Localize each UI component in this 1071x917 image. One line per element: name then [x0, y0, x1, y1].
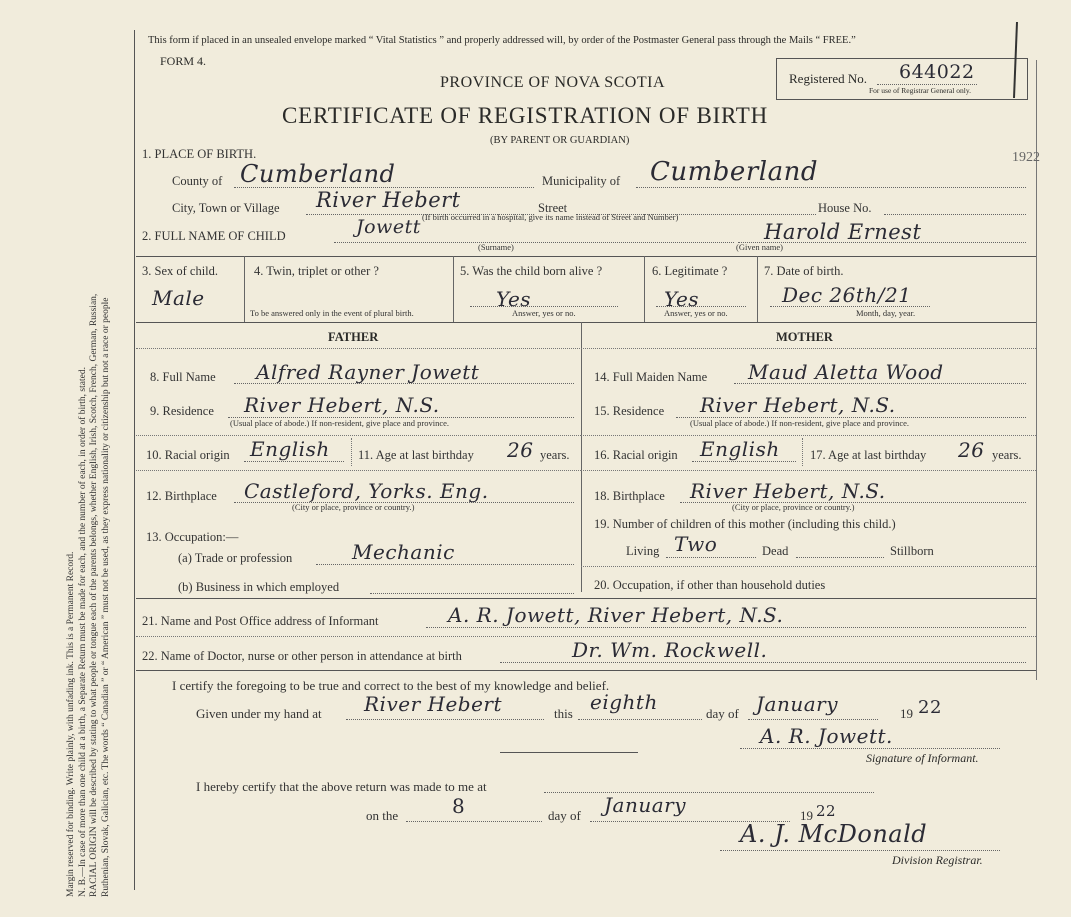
father-birthplace-label: 12. Birthplace — [146, 489, 217, 503]
mother-residence-label: 15. Residence — [594, 404, 665, 418]
doctor-line — [500, 662, 1026, 663]
father-residence: River Hebert, N.S. — [244, 393, 440, 417]
trade-label: (a) Trade or profession — [178, 551, 293, 565]
city-value: River Hebert — [316, 188, 461, 212]
mother-name: Maud Aletta Wood — [748, 360, 944, 384]
father-name-label: 8. Full Name — [150, 370, 216, 384]
living-label: Living — [626, 544, 660, 558]
county-label: County of — [172, 174, 223, 188]
registrar-statement: I hereby certify that the above return was made to me at — [196, 779, 487, 794]
father-residence-note: (Usual place of abode.) If non-resident, give place and province. — [230, 418, 450, 428]
sex-label: 3. Sex of child. — [142, 264, 219, 278]
alive-label: 5. Was the child born alive ? — [460, 264, 603, 278]
father-racial: English — [250, 437, 330, 461]
certify-statement: I certify the foregoing to be true and correct to the best of my knowledge and belief. — [172, 678, 610, 693]
rule-informant-top — [136, 598, 1036, 599]
city-label: City, Town or Village — [172, 201, 280, 215]
dead-label: Dead — [762, 544, 789, 558]
street-label: Street — [538, 201, 568, 215]
father-racial-divider — [351, 438, 352, 466]
business-label: (b) Business in which employed — [178, 580, 340, 594]
mail-notice: This form if placed in an unsealed envelope marked “ Vital Statistics ” and properly addressed will, by order of the Postmaster General pass through the Mails “ FREE.” — [148, 35, 856, 46]
dob-line — [770, 306, 930, 307]
occupation-label: 13. Occupation:— — [146, 530, 239, 544]
mother-rule-3 — [581, 566, 1036, 567]
registrar-year: 22 — [816, 802, 837, 820]
doctor-value: Dr. Wm. Rockwell. — [572, 638, 768, 662]
father-residence-label: 9. Residence — [150, 404, 214, 418]
child-surname-line — [334, 242, 734, 243]
mother-rule-2 — [581, 470, 1036, 471]
house-label: House No. — [818, 201, 872, 215]
divider-3-4 — [244, 256, 245, 322]
pen-stroke — [1005, 20, 1025, 100]
informant-line — [426, 627, 1026, 628]
dead-line — [796, 557, 884, 558]
mother-racial-divider — [802, 438, 803, 466]
hospital-note: (If birth occurred in a hospital, give its name instead of Street and Number) — [422, 212, 679, 222]
registrar-day: 8 — [452, 794, 466, 818]
given-caption: (Given name) — [736, 242, 783, 252]
divider-6-7 — [757, 256, 758, 322]
stillborn-label: Stillborn — [890, 544, 934, 558]
legit-value: Yes — [664, 287, 700, 311]
surname-caption: (Surname) — [478, 242, 514, 252]
rule-certification-top — [136, 670, 1036, 671]
registrar-place-line — [544, 792, 874, 793]
registered-box — [776, 58, 1028, 100]
signature-line — [740, 748, 1000, 749]
margin-note-2: N. B.—In case of more than one child at a birth, a Separate Return must be made for each, and the number of each, in order of birth, stated. — [77, 367, 88, 897]
mother-occupation-label: 20. Occupation, if other than household duties — [594, 578, 826, 592]
living-line — [666, 557, 756, 558]
dob-label: 7. Date of birth. — [764, 264, 844, 278]
day-line — [578, 719, 702, 720]
business-line — [370, 593, 574, 594]
municipality-value: Cumberland — [650, 157, 818, 187]
parents-divider — [581, 322, 582, 592]
municipality-line — [636, 187, 1026, 188]
registrar-dayof: day of — [548, 808, 581, 823]
twin-note: To be answered only in the event of plural birth. — [250, 308, 414, 318]
year-stamp: 1922 — [1012, 150, 1040, 165]
dob-value: Dec 26th/21 — [782, 283, 912, 307]
father-racial-label: 10. Racial origin — [146, 448, 230, 462]
father-heading: FATHER — [328, 330, 379, 344]
certificate-title: CERTIFICATE OF REGISTRATION OF BIRTH — [282, 103, 769, 128]
mother-rule-1 — [581, 435, 1036, 436]
legit-label: 6. Legitimate ? — [652, 264, 728, 278]
dob-note: Month, day, year. — [856, 308, 916, 318]
registrar-note: For use of Registrar General only. — [869, 86, 971, 95]
county-value: Cumberland — [240, 160, 396, 188]
informant-signature: A. R. Jowett. — [760, 724, 893, 748]
place-line — [346, 719, 544, 720]
legit-note: Answer, yes or no. — [664, 308, 728, 318]
father-birthplace: Castleford, Yorks. Eng. — [244, 479, 489, 503]
mother-age-label: 17. Age at last birthday — [810, 448, 927, 462]
certify-year: 22 — [918, 697, 942, 718]
rule-parents-top — [136, 322, 1036, 323]
father-years: years. — [540, 448, 570, 462]
margin-notes — [66, 294, 112, 897]
rule-row3-top — [136, 256, 1036, 257]
twin-label: 4. Twin, triplet or other ? — [254, 264, 379, 278]
mother-racial-line — [692, 461, 796, 462]
margin-note-1: Margin reserved for binding. Write plainly, with unfading ink. This is a Permanent Record. — [66, 551, 76, 897]
alive-value: Yes — [496, 287, 532, 311]
living-value: Two — [674, 532, 718, 556]
informant-value: A. R. Jowett, River Hebert, N.S. — [448, 603, 784, 627]
certify-month: January — [756, 692, 838, 716]
margin-note-3: RACIAL ORIGIN will be described by stating to what people or tongue each of the parents belongs, whether English, Irish, Scotch, French, German, Russian, — [89, 293, 99, 897]
mother-residence: River Hebert, N.S. — [700, 393, 896, 417]
certificate-subtitle: (BY PARENT OR GUARDIAN) — [490, 135, 630, 146]
registrar-year-prefix: 19 — [800, 808, 813, 823]
divider-4-5 — [453, 256, 454, 322]
registered-line — [877, 84, 977, 85]
children-label: 19. Number of children of this mother (including this child.) — [594, 517, 896, 531]
province-heading: PROVINCE OF NOVA SCOTIA — [440, 74, 666, 91]
alive-note: Answer, yes or no. — [512, 308, 576, 318]
year-prefix: 19 — [900, 706, 913, 721]
short-rule — [500, 752, 638, 753]
rule-parents-heading — [136, 348, 1036, 349]
given-label: Given under my hand at — [196, 706, 322, 721]
father-birthplace-note: (City or place, province or country.) — [292, 502, 415, 512]
rule-informant-bottom — [136, 636, 1036, 637]
father-rule-1 — [136, 435, 581, 436]
doctor-label: 22. Name of Doctor, nurse or other person in attendance at birth — [142, 649, 462, 663]
mother-racial-label: 16. Racial origin — [594, 448, 678, 462]
father-name: Alfred Rayner Jowett — [256, 360, 480, 384]
father-age: 26 — [507, 438, 534, 462]
mother-age: 26 — [958, 438, 985, 462]
trade-line — [316, 564, 574, 565]
form-number: FORM 4. — [160, 54, 207, 68]
father-racial-line — [244, 461, 344, 462]
mother-name-label: 14. Full Maiden Name — [594, 370, 708, 384]
registrar-title: Division Registrar. — [892, 853, 983, 867]
informant-label: 21. Name and Post Office address of Informant — [142, 614, 379, 628]
registrar-day-line — [406, 821, 542, 822]
registrar-onthe: on the — [366, 808, 399, 823]
month-line — [748, 719, 878, 720]
legit-line — [656, 306, 746, 307]
house-line — [884, 214, 1026, 215]
father-rule-2 — [136, 470, 581, 471]
mother-heading: MOTHER — [776, 330, 833, 344]
mother-birthplace: River Hebert, N.S. — [690, 479, 886, 503]
child-name-label: 2. FULL NAME OF CHILD — [142, 229, 286, 243]
alive-line — [470, 306, 618, 307]
municipality-label: Municipality of — [542, 174, 621, 188]
mother-racial: English — [700, 437, 780, 461]
registered-label: Registered No. — [789, 71, 867, 86]
margin-note-4: Ruthenian, Slovak, Galician, etc. The words “ Canadian ” or “ American ” must not be used, as they express nationality or citizenship but not a race or people — [100, 297, 111, 897]
trade-value: Mechanic — [352, 540, 455, 564]
certify-day: eighth — [590, 690, 658, 714]
place-of-birth-label: 1. PLACE OF BIRTH. — [142, 147, 257, 161]
registrar-signature-line — [720, 850, 1000, 851]
child-surname: Jowett — [356, 216, 421, 238]
mother-residence-note: (Usual place of abode.) If non-resident, give place and province. — [690, 418, 910, 428]
registered-number: 644022 — [899, 61, 975, 83]
signature-label: Signature of Informant. — [866, 751, 979, 765]
registrar-signature: A. J. McDonald — [740, 820, 928, 848]
this-label: this — [554, 706, 573, 721]
father-age-label: 11. Age at last birthday — [358, 448, 474, 462]
mother-years: years. — [992, 448, 1022, 462]
mother-birthplace-note: (City or place, province or country.) — [732, 502, 855, 512]
registrar-month: January — [604, 793, 686, 817]
divider-5-6 — [644, 256, 645, 322]
sex-value: Male — [152, 286, 205, 310]
child-given-name: Harold Ernest — [764, 220, 922, 244]
left-border — [134, 30, 135, 890]
mother-birthplace-label: 18. Birthplace — [594, 489, 665, 503]
dayof-label: day of — [706, 706, 739, 721]
certify-place: River Hebert — [364, 692, 503, 716]
